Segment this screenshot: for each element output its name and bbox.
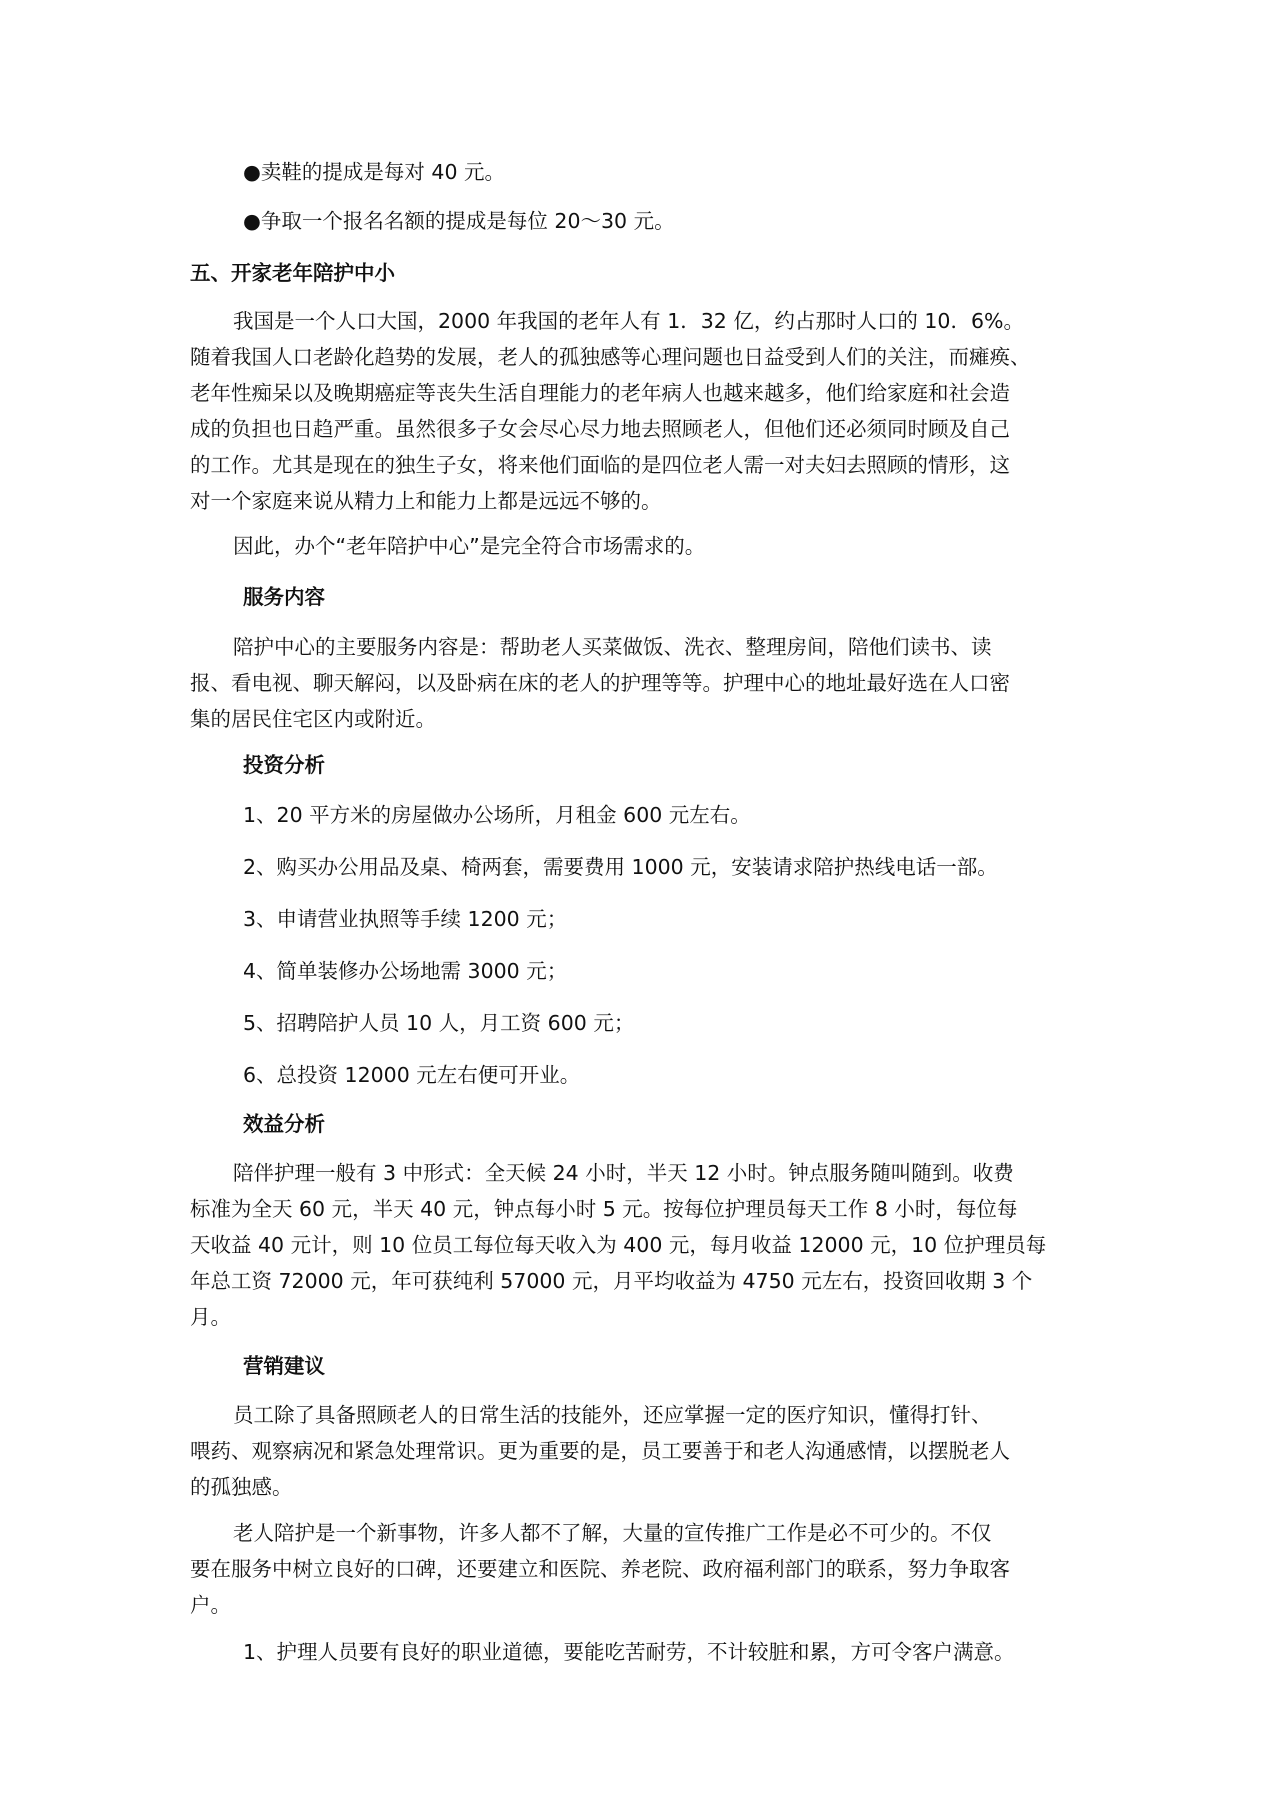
paragraph-line: 集的居民住宅区内或附近。 <box>190 707 436 731</box>
subsection-heading: 营销建议 <box>243 1354 325 1378</box>
section-heading: 五、开家老年陪护中小 <box>190 261 395 285</box>
list-item: 1、护理人员要有良好的职业道德，要能吃苦耐劳，不计较脏和累，方可令客户满意。 <box>243 1640 1015 1664</box>
subsection-heading: 投资分析 <box>243 753 325 777</box>
paragraph-line: 报、看电视、聊天解闷，以及卧病在床的老人的护理等等。护理中心的地址最好选在人口密 <box>190 671 1010 695</box>
paragraph-line: 员工除了具备照顾老人的日常生活的技能外，还应掌握一定的医疗知识，懂得打针、 <box>233 1403 992 1427</box>
paragraph-line: 天收益 40 元计，则 10 位员工每位每天收入为 400 元，每月收益 12000 元，10 位护理员每 <box>190 1233 1047 1257</box>
bullet-item: ●争取一个报名名额的提成是每位 20～30 元。 <box>243 209 675 233</box>
list-item: 4、简单装修办公场地需 3000 元； <box>243 959 568 983</box>
bullet-item: ●卖鞋的提成是每对 40 元。 <box>243 160 506 184</box>
paragraph-line: 陪护中心的主要服务内容是：帮助老人买菜做饭、洗衣、整理房间，陪他们读书、读 <box>233 635 992 659</box>
paragraph-line: 因此，办个“老年陪护中心”是完全符合市场需求的。 <box>233 534 706 558</box>
list-item: 6、总投资 12000 元左右便可开业。 <box>243 1063 581 1087</box>
paragraph-line: 老年性痴呆以及晚期癌症等丧失生活自理能力的老年病人也越来越多，他们给家庭和社会造 <box>190 381 1010 405</box>
list-item: 2、购买办公用品及桌、椅两套，需要费用 1000 元，安装请求陪护热线电话一部。 <box>243 855 998 879</box>
list-item: 1、20 平方米的房屋做办公场所，月租金 600 元左右。 <box>243 803 751 827</box>
paragraph-line: 对一个家庭来说从精力上和能力上都是远远不够的。 <box>190 489 662 513</box>
paragraph-line: 成的负担也日趋严重。虽然很多子女会尽心尽力地去照顾老人，但他们还必须同时顾及自己 <box>190 417 1010 441</box>
list-item: 3、申请营业执照等手续 1200 元； <box>243 907 568 931</box>
paragraph-line: 的孤独感。 <box>190 1475 293 1499</box>
paragraph-line: 老人陪护是一个新事物，许多人都不了解，大量的宣传推广工作是必不可少的。不仅 <box>233 1521 992 1545</box>
paragraph-line: 要在服务中树立良好的口碑，还要建立和医院、养老院、政府福利部门的联系，努力争取客 <box>190 1557 1010 1581</box>
paragraph-line: 的工作。尤其是现在的独生子女，将来他们面临的是四位老人需一对夫妇去照顾的情形，这 <box>190 453 1010 477</box>
paragraph-line: 年总工资 72000 元，年可获纯利 57000 元，月平均收益为 4750 元左右，投资回收期 3 个 <box>190 1269 1033 1293</box>
paragraph-line: 标准为全天 60 元，半天 40 元，钟点每小时 5 元。按每位护理员每天工作 8 小时，每位每 <box>190 1197 1018 1221</box>
paragraph-line: 随着我国人口老龄化趋势的发展，老人的孤独感等心理问题也日益受到人们的关注，而瘫痪、 <box>190 345 1031 369</box>
paragraph-line: 月。 <box>190 1305 231 1329</box>
paragraph-line: 喂药、观察病况和紧急处理常识。更为重要的是，员工要善于和老人沟通感情，以摆脱老人 <box>190 1439 1010 1463</box>
list-item: 5、招聘陪护人员 10 人，月工资 600 元； <box>243 1011 635 1035</box>
paragraph-line: 我国是一个人口大国，2000 年我国的老年人有 1．32 亿，约占那时人口的 10．6%。 <box>233 309 1024 333</box>
subsection-heading: 效益分析 <box>243 1112 325 1136</box>
paragraph-line: 陪伴护理一般有 3 中形式：全天候 24 小时，半天 12 小时。钟点服务随叫随到。收费 <box>233 1161 1014 1185</box>
subsection-heading: 服务内容 <box>243 585 325 609</box>
paragraph-line: 户。 <box>190 1593 231 1617</box>
